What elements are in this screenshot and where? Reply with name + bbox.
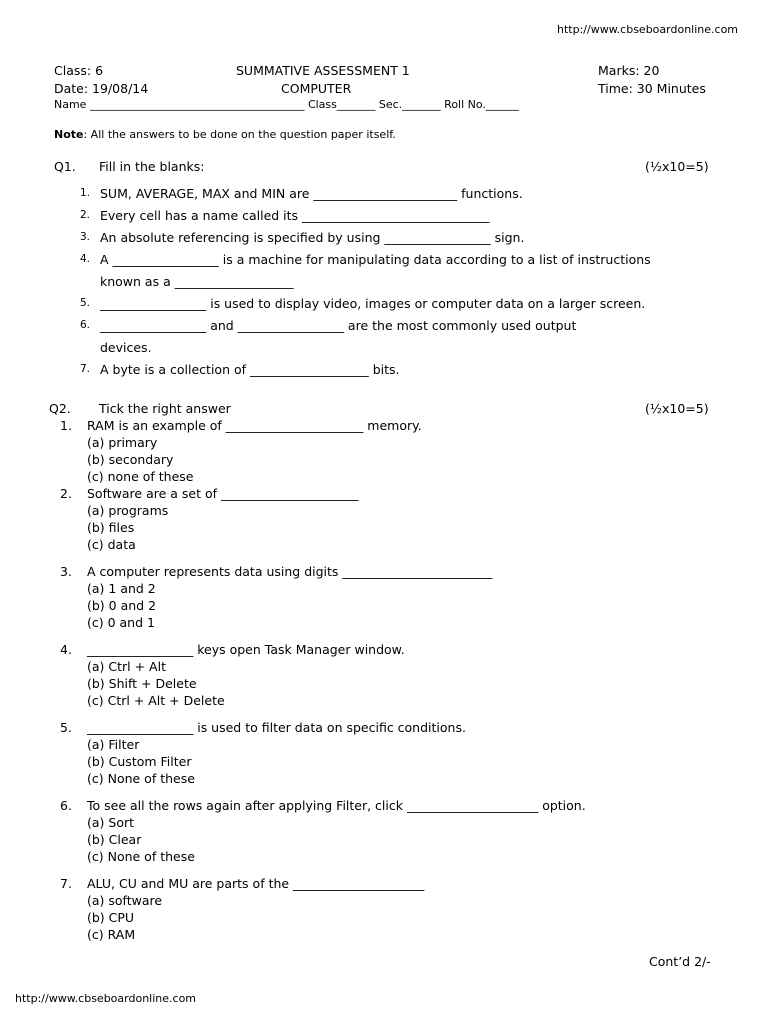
q1-label: Q1. — [54, 159, 76, 174]
q2-option: (a) Ctrl + Alt — [87, 659, 166, 674]
bottom-url[interactable]: http://www.cbseboardonline.com — [15, 992, 197, 1005]
q2-label: Q2. — [49, 401, 71, 416]
q2-option: (b) CPU — [87, 910, 135, 925]
q2-option: (a) primary — [87, 435, 158, 450]
q2-option: (b) Shift + Delete — [87, 676, 197, 691]
q1-item-text: devices. — [100, 340, 152, 355]
note-label: Note — [54, 128, 84, 141]
marks-label: Marks: 20 — [598, 63, 660, 78]
q1-item-text: A _________________ is a machine for manipulating data according to a list of instructions — [100, 252, 651, 267]
q2-option: (a) programs — [87, 503, 169, 518]
q1-item-number: 4. — [79, 253, 90, 265]
exam-title: SUMMATIVE ASSESSMENT 1 — [236, 63, 410, 78]
q1-item-number: 3. — [79, 231, 90, 243]
q1-item-text: known as a ___________________ — [100, 274, 294, 289]
q1-title: Fill in the blanks: — [99, 159, 205, 174]
q2-option: (b) 0 and 2 — [87, 598, 157, 613]
q1-item-number: 1. — [79, 187, 90, 199]
q2-question: _________________ is used to filter data on specific conditions. — [87, 720, 466, 735]
note-text: : All the answers to be done on the question paper itself. — [83, 128, 396, 141]
q2-option: (a) Sort — [87, 815, 135, 830]
q2-item-number: 4. — [60, 642, 72, 657]
q1-item-text: An absolute referencing is specified by using _________________ sign. — [100, 230, 525, 245]
q2-marks: (½x10=5) — [645, 401, 709, 416]
q2-option: (c) none of these — [87, 469, 194, 484]
q2-item-number: 1. — [60, 418, 72, 433]
name-class-line: Name _______________________________________ Class_______ Sec._______ Roll No.______ — [54, 98, 519, 111]
q2-question: To see all the rows again after applying Filter, click _____________________ option. — [87, 798, 586, 813]
q2-question: Software are a set of ______________________ — [87, 486, 359, 501]
q2-option: (b) files — [87, 520, 135, 535]
q1-item-number: 7. — [79, 363, 90, 375]
q1-item-text: _________________ and _________________ are the most commonly used output — [100, 318, 577, 333]
q2-question: _________________ keys open Task Manager window. — [87, 642, 405, 657]
note — [54, 128, 396, 141]
q1-item-number: 5. — [79, 297, 90, 309]
q2-option: (b) secondary — [87, 452, 174, 467]
subject-label: COMPUTER — [281, 81, 352, 96]
q2-option: (c) None of these — [87, 771, 195, 786]
q2-option: (c) RAM — [87, 927, 136, 942]
q2-option: (c) data — [87, 537, 136, 552]
q2-question: A computer represents data using digits ________________________ — [87, 564, 493, 579]
q2-option: (c) None of these — [87, 849, 195, 864]
class-label: Class: 6 — [54, 63, 104, 78]
q2-item-number: 2. — [60, 486, 72, 501]
q1-item-text: _________________ is used to display video, images or computer data on a larger screen. — [100, 296, 646, 311]
q1-item-text: Every cell has a name called its ______________________________ — [100, 208, 490, 223]
continued-note: Cont’d 2/- — [649, 954, 711, 969]
date-label: Date: 19/08/14 — [54, 81, 149, 96]
q2-option: (a) Filter — [87, 737, 140, 752]
q1-marks: (½x10=5) — [645, 159, 709, 174]
q2-title: Tick the right answer — [99, 401, 231, 416]
q2-option: (b) Clear — [87, 832, 142, 847]
q2-option: (a) 1 and 2 — [87, 581, 156, 596]
q1-item-text: SUM, AVERAGE, MAX and MIN are _______________________ functions. — [100, 186, 523, 201]
q2-item-number: 3. — [60, 564, 72, 579]
q1-item-number: 6. — [79, 319, 90, 331]
q2-question: RAM is an example of ______________________ memory. — [87, 418, 422, 433]
time-label: Time: 30 Minutes — [598, 81, 706, 96]
q1-item-number: 2. — [79, 209, 90, 221]
top-url[interactable]: http://www.cbseboardonline.com — [557, 23, 739, 36]
q2-item-number: 7. — [60, 876, 72, 891]
q2-option: (c) 0 and 1 — [87, 615, 155, 630]
q2-option: (b) Custom Filter — [87, 754, 192, 769]
q2-question: ALU, CU and MU are parts of the _____________________ — [87, 876, 425, 891]
q2-item-number: 6. — [60, 798, 72, 813]
q2-item-number: 5. — [60, 720, 72, 735]
q2-option: (c) Ctrl + Alt + Delete — [87, 693, 225, 708]
q1-item-text: A byte is a collection of ___________________ bits. — [100, 362, 400, 377]
q2-option: (a) software — [87, 893, 163, 908]
